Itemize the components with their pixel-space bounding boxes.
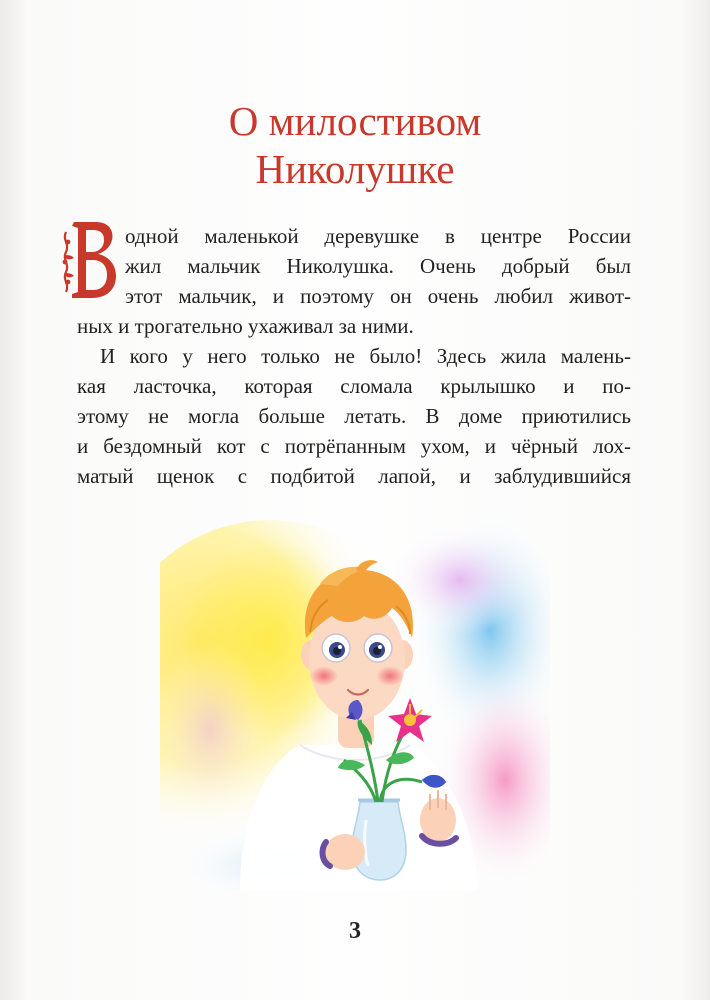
text-line-1: одной маленькой деревушке в центре России [125, 224, 631, 248]
dropcap-letter-icon [62, 218, 120, 300]
boy-with-flowers-illustration [160, 520, 550, 890]
chapter-title-line-1: О милостивом [228, 98, 482, 144]
page-number: 3 [349, 918, 361, 944]
text-line-3: этот мальчик, и поэтому он очень любил живот- [125, 284, 631, 308]
text-line-4: ных и трогательно ухаживал за ними. [77, 314, 414, 338]
text-line-5: И кого у него только не было! Здесь жила малень- [100, 344, 631, 368]
text-line-2: жил мальчик Николушка. Очень добрый был [125, 254, 631, 278]
text-line-7: этому не могла больше летать. В доме приютились [77, 404, 631, 428]
text-line-9: матый щенок с подбитой лапой, и заблудившийся [77, 464, 631, 488]
text-line-6: кая ласточка, которая сломала крылышко и по- [77, 374, 631, 398]
text-line-8: и бездомный кот с потрёпанным ухом, и чёрный лох- [77, 434, 631, 458]
chapter-title-line-2: Николушке [255, 146, 455, 192]
